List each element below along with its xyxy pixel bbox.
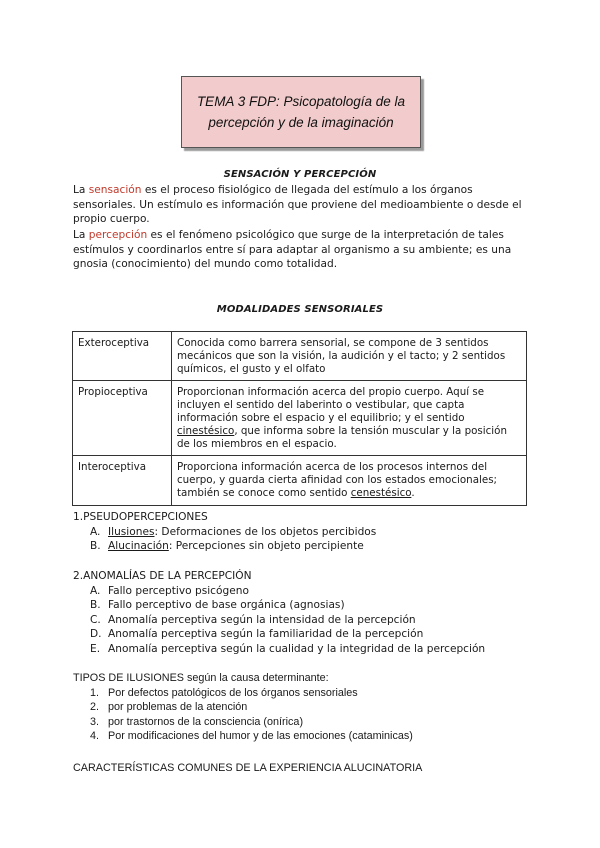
list-text: por trastornos de la consciencia (onírica): [108, 715, 304, 728]
list-item: [90, 642, 533, 657]
text-prefix: La: [73, 184, 89, 196]
table-cell-desc: [172, 332, 527, 381]
term-sensacion: sensación: [88, 184, 142, 196]
underlined-term: Ilusiones: [108, 525, 155, 538]
list-marker: 1.: [90, 686, 100, 699]
list-text: : Percepciones sin objeto percipiente: [168, 540, 364, 553]
tipos-ilusiones-heading: TIPOS DE ILUSIONES según la causa determinante:: [73, 672, 329, 684]
list-marker: 4.: [90, 730, 100, 743]
pseudopercepciones-heading: 1.PSEUDOPERCEPCIONES: [73, 511, 208, 523]
tipos-ilusiones-section: [73, 671, 533, 744]
desc-text: Proporciona información acerca de los procesos internos del cuerpo, y guarda cierta afinidad con los estados emocionales; también se conoce como sentido: [177, 461, 498, 499]
list-item: [90, 613, 533, 628]
modalidades-table: [72, 331, 527, 506]
desc-text: Proporcionan información acerca del propio cuerpo. Aquí se incluyen el sentido del laberinto o vestibular, que capta información sobre el espacio y el equilibrio; y el sentido: [177, 386, 485, 424]
desc-text: Conocida como barrera sensorial, se compone de 3 sentidos mecánicos que son la visión, la audición y el tacto; y 2 sentidos químicos, el gusto y el olfato: [177, 337, 506, 375]
table-cell-term: Interoceptiva: [73, 456, 172, 506]
list-text: Por defectos patológicos de los órganos sensoriales: [108, 686, 358, 699]
table-cell-desc: [172, 456, 527, 506]
term-percepcion: percepción: [88, 229, 148, 241]
paragraph-percepcion: [73, 228, 533, 272]
list-item: [90, 539, 533, 554]
anomalias-section: [73, 569, 533, 657]
list-item: [90, 700, 533, 715]
text-rest: es el fenómeno psicológico que surge de la interpretación de tales estímulos y coordinarlos entre sí para adaptar al organismo a su ambiente; es una gnosia (conocimiento) del mundo como totalidad.: [73, 229, 512, 271]
underlined-term: cenestésico: [350, 487, 412, 499]
section-heading-sensacion: SENSACIÓN Y PERCEPCIÓN: [223, 169, 377, 180]
list-marker: A.: [90, 525, 101, 538]
list-text: Por modificaciones del humor y de las emociones (cataminicas): [108, 730, 413, 743]
list-text: por problemas de la atención: [108, 701, 248, 714]
title-box: [181, 76, 421, 148]
pseudopercepciones-section: [73, 510, 533, 554]
list-text: : Deformaciones de los objetos percibidos: [154, 525, 377, 538]
list-item: [90, 715, 533, 730]
list-marker: 2.: [90, 701, 100, 714]
list-text: Anomalía perceptiva según la cualidad y la integridad de la percepción: [108, 642, 486, 655]
list-text: Fallo perceptivo de base orgánica (agnosias): [108, 599, 345, 612]
table-row: [73, 456, 527, 506]
desc-text: .: [411, 487, 415, 499]
list-text: Anomalía perceptiva según la familiaridad de la percepción: [108, 628, 424, 641]
list-item: [90, 525, 533, 540]
list-text: Fallo perceptivo psicógeno: [108, 584, 249, 597]
desc-text: , que informa sobre la tensión muscular y la posición de los miembros en el espacio.: [177, 425, 507, 450]
anomalias-heading: 2.ANOMALÍAS DE LA PERCEPCIÓN: [73, 570, 252, 582]
list-marker: 3.: [90, 715, 100, 728]
list-marker: C.: [90, 613, 101, 626]
list-marker: B.: [90, 599, 101, 612]
section-heading-modalidades: MODALIDADES SENSORIALES: [216, 304, 384, 315]
underlined-term: cinestésico: [177, 425, 235, 437]
list-marker: D.: [90, 628, 102, 641]
list-item: [90, 729, 533, 744]
table-cell-term: Propioceptiva: [73, 381, 172, 456]
list-text: Anomalía perceptiva según la intensidad de la percepción: [108, 613, 416, 626]
list-item: [90, 584, 533, 599]
list-item: [90, 627, 533, 642]
list-item: [90, 686, 533, 701]
list-item: [90, 598, 533, 613]
list-marker: A.: [90, 584, 101, 597]
list-marker: B.: [90, 540, 101, 553]
text-rest: es el proceso fisiológico de llegada del estímulo a los órganos sensoriales. Un estímulo es información que proviene del medioambiente o desde el propio cuerpo.: [73, 184, 522, 226]
underlined-term: Alucinación: [108, 540, 169, 553]
text-prefix: La: [73, 229, 89, 241]
document-title: TEMA 3 FDP: Psicopatología de la percepción y de la imaginación: [196, 94, 406, 130]
table-cell-term: Exteroceptiva: [73, 332, 172, 381]
table-row: [73, 332, 527, 381]
table-cell-desc: [172, 381, 527, 456]
list-marker: E.: [90, 642, 101, 655]
paragraph-sensacion: [73, 183, 533, 227]
table-row: [73, 381, 527, 456]
caracteristicas-heading: CARACTERÍSTICAS COMUNES DE LA EXPERIENCIA ALUCINATORIA: [73, 762, 423, 774]
